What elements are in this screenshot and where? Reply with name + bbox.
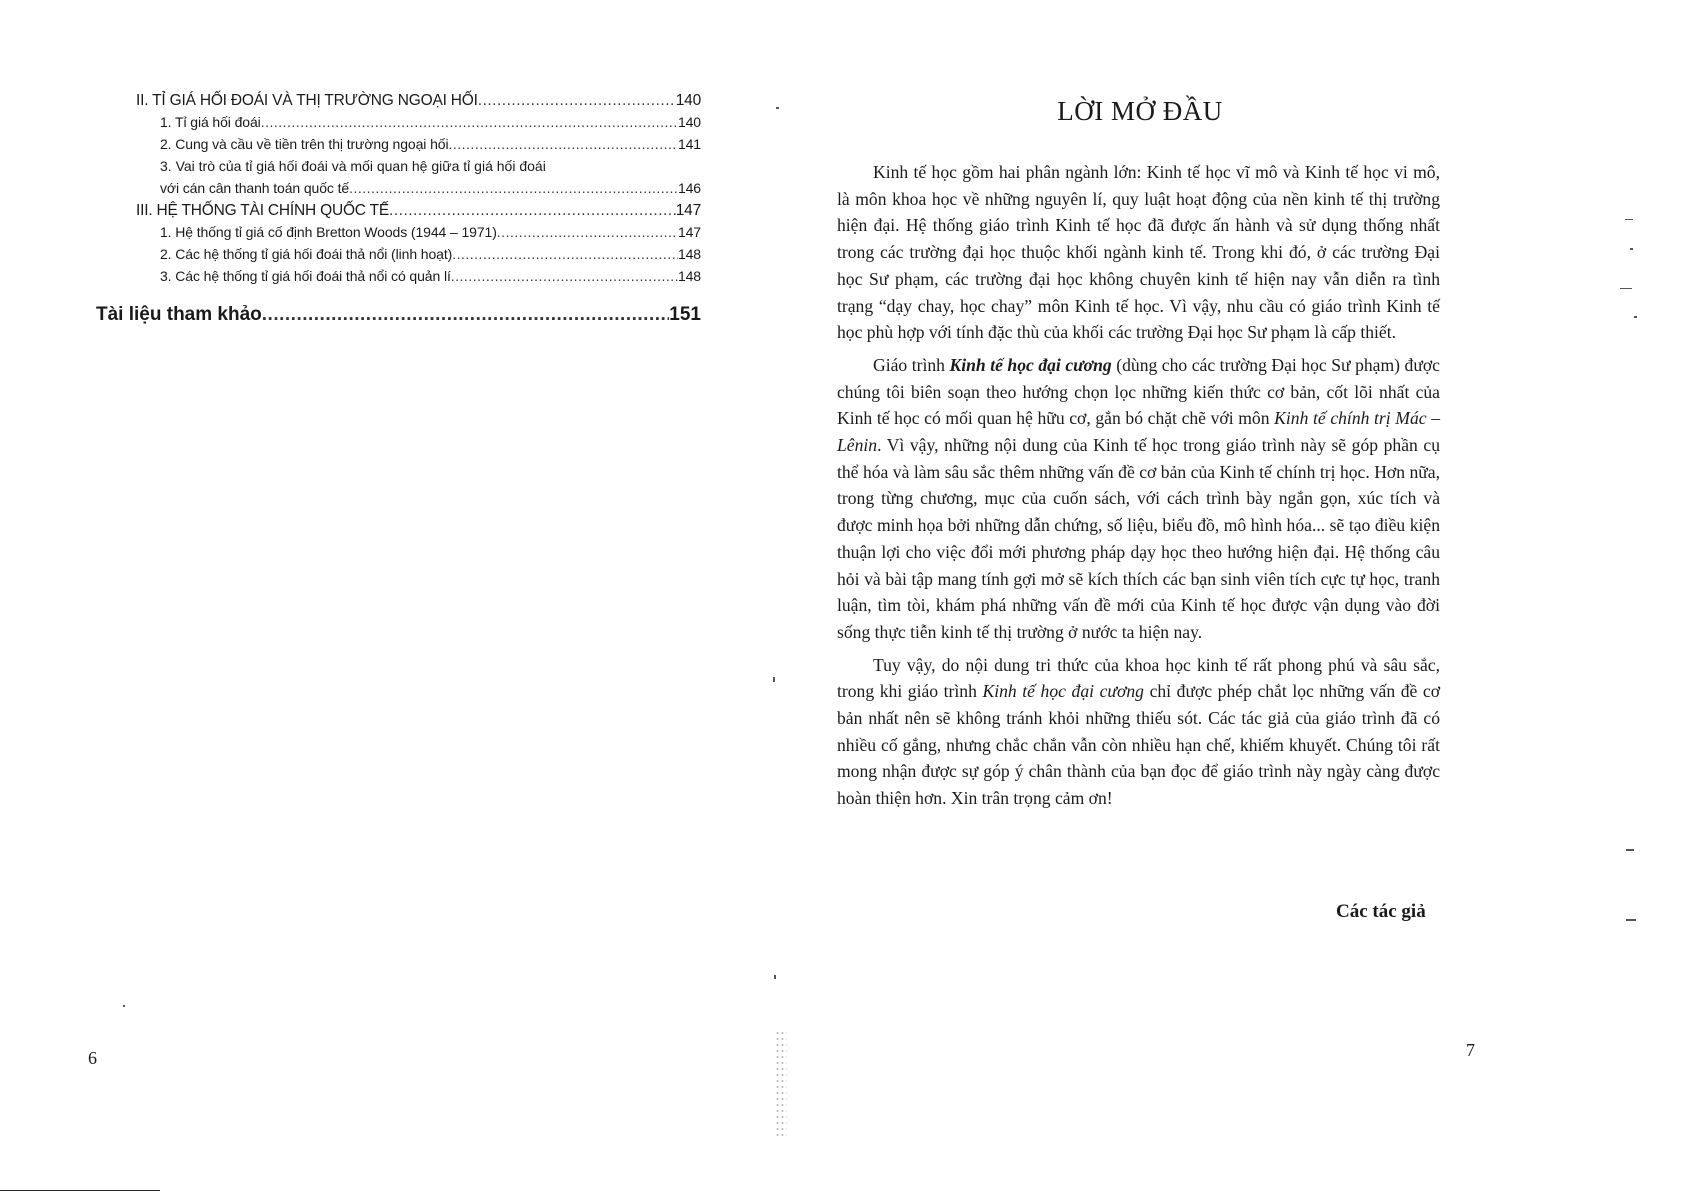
toc-leader-dots (452, 246, 678, 262)
toc-item (160, 246, 701, 262)
scan-speck (774, 975, 776, 979)
toc-page-number: 148 (677, 246, 701, 262)
scan-speck (1630, 248, 1633, 250)
subject-title-emphasis: Kinh tế chính trị Mác – Lênin (837, 408, 1440, 456)
book-title-emphasis: Kinh tế học đại cương (982, 681, 1144, 702)
toc-item (160, 224, 701, 240)
preface-paragraph-3 (837, 652, 1440, 812)
toc-item-label-line2: với cán cân thanh toán quốc tế (160, 180, 350, 196)
toc-leader-dots (349, 180, 678, 196)
paragraph-text: (dùng cho các trường Đại học Sư phạm) được chúng tôi biên soạn theo hướng chọn lọc những kiến thức cơ bản, cốt lõi nhất của Kinh tế học có mối quan hệ hữu cơ, gắn bó chặt chẽ với môn (837, 354, 1440, 429)
toc-item-label: 2. Cung và cầu về tiền trên thị trường ngoại hối (160, 136, 449, 152)
scan-speck (773, 677, 775, 682)
toc-page-number: 151 (669, 304, 701, 325)
toc-item (160, 180, 701, 196)
preface-title: LỜI MỞ ĐẦU (1057, 96, 1223, 126)
toc-item-label: 1. Tỉ giá hối đoái (160, 114, 261, 130)
toc-leader-dots (389, 202, 676, 220)
toc-item (160, 136, 701, 152)
paragraph-text: chỉ được phép chắt lọc những vấn đề cơ bản nhất nên sẽ không tránh khỏi những thiếu sót. Các tác giả của giáo trình đã có nhiều cố gắng, nhưng chắc chắn vẫn còn nhiều hạn chế, khiếm khuyết. Chúng tôi rất mong nhận được sự góp ý chân thành của bạn đọc để giáo trình này ngày càng được hoàn thiện hơn. Xin trân trọng cảm ơn! (837, 681, 1440, 809)
toc-item-label: 1. Hệ thống tỉ giá cố định Bretton Woods (1944 – 1971) (160, 224, 497, 240)
toc-references (96, 304, 701, 326)
toc-page-number: 147 (675, 202, 701, 219)
toc-section-label: II. TỈ GIÁ HỐI ĐOÁI VÀ THỊ TRƯỜNG NGOẠI HỐI (136, 92, 478, 109)
toc-item-label: 2. Các hệ thống tỉ giá hối đoái thả nổi (linh hoạt) (160, 246, 453, 262)
toc-page-number: 140 (675, 92, 701, 109)
scan-speck (1625, 219, 1633, 220)
gutter-shadow (775, 1030, 787, 1140)
preface-paragraph-1 (837, 159, 1440, 346)
preface-body (837, 159, 1440, 818)
scan-speck (1634, 316, 1637, 318)
toc-leader-dots (497, 224, 678, 240)
toc-section-ii (136, 92, 701, 110)
toc-references-label: Tài liệu tham khảo (96, 304, 262, 325)
paragraph-text: Giáo trình (873, 354, 950, 375)
paragraph-text: Tuy vậy, do nội dung tri thức của khoa học kinh tế rất phong phú và sâu sắc, trong khi giáo trình (837, 654, 1440, 702)
toc-page-number: 146 (677, 180, 701, 196)
scan-speck (776, 107, 779, 109)
scan-speck (1620, 288, 1632, 289)
toc-section-label: III. HỆ THỐNG TÀI CHÍNH QUỐC TẾ (136, 202, 390, 219)
scan-speck (1626, 919, 1636, 921)
toc-page-number: 141 (677, 136, 701, 152)
book-title-emphasis: Kinh tế học đại cương (949, 354, 1112, 375)
toc-item (160, 114, 701, 130)
toc-leader-dots (261, 114, 678, 130)
toc-item-label: 3. Các hệ thống tỉ giá hối đoái thả nổi có quản lí (160, 268, 451, 284)
toc-leader-dots (262, 304, 670, 326)
scan-speck (123, 1005, 125, 1007)
toc-leader-dots (451, 268, 678, 284)
signature: Các tác giả (1336, 901, 1426, 922)
toc-leader-dots (448, 136, 677, 152)
paragraph-text: . Vì vậy, những nội dung của Kinh tế học trong giáo trình này sẽ góp phần cụ thể hóa và làm sâu sắc thêm những vấn đề cơ bản của Kinh tế chính trị học. Hơn nữa, trong từng chương, mục của cuốn sách, với cách trình bày ngắn gọn, xúc tích và được minh họa bởi những dẫn chứng, số liệu, biểu đồ, mô hình hóa... sẽ tạo điều kiện thuận lợi cho việc đổi mới phương pháp dạy học theo hướng hiện đại. Hệ thống câu hỏi và bài tập mang tính gợi mở sẽ kích thích các bạn sinh viên tích cực tự học, tranh luận, tìm tòi, khám phá những vấn đề mới của Kinh tế học được vận dụng vào đời sống thực tiễn kinh tế thị trường ở nước ta hiện nay. (837, 435, 1440, 642)
toc-section-iii (136, 202, 701, 220)
page-number-right: 7 (1466, 1040, 1475, 1060)
toc-item-label-line1: 3. Vai trò của tỉ giá hối đoái và mối quan hệ giữa tỉ giá hối đoái (160, 158, 546, 174)
scan-speck (1626, 849, 1634, 851)
toc-page-number: 147 (677, 224, 701, 240)
toc-leader-dots (478, 92, 676, 110)
paragraph-text: Kinh tế học gồm hai phân ngành lớn: Kinh tế học vĩ mô và Kinh tế học vi mô, là môn khoa học về những nguyên lí, quy luật hoạt động của nền kinh tế thị trường hiện đại. Hệ thống giáo trình Kinh tế học đã được ấn hành và sử dụng thống nhất trong các trường đại học thuộc khối ngành kinh tế. Trong khi đó, ở các trường Đại học Sư phạm, các trường đại học không chuyên kinh tế hiện nay vẫn diễn ra tình trạng “dạy chay, học chay” môn Kinh tế học. Vì vậy, nhu cầu có giáo trình Kinh tế học phù hợp với tính đặc thù của khối các trường Đại học Sư phạm là cấp thiết. (837, 162, 1440, 343)
toc-page-number: 148 (677, 268, 701, 284)
preface-paragraph-2 (837, 352, 1440, 646)
page-number-left: 6 (88, 1048, 97, 1068)
toc-item (160, 268, 701, 284)
toc-page-number: 140 (677, 114, 701, 130)
